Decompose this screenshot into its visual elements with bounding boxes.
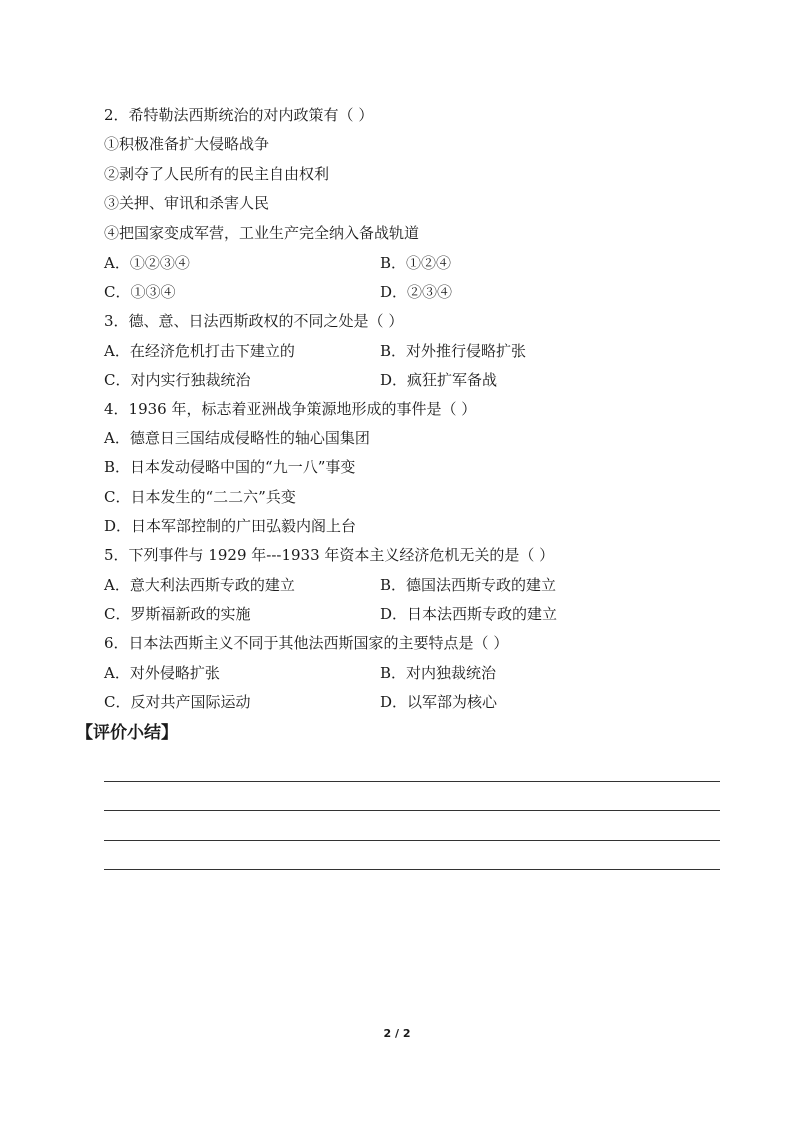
question-2-option-d: D．②③④ xyxy=(380,283,453,301)
question-2-item-2: ②剥夺了人民所有的民主自由权利 xyxy=(104,165,330,183)
question-2-option-a: A．①②③④ xyxy=(104,254,190,272)
question-5-option-c: C．罗斯福新政的实施 xyxy=(104,605,251,623)
question-6-option-b: B．对内独裁统治 xyxy=(380,664,497,682)
question-2-item-3: ③关押、审讯和杀害人民 xyxy=(104,194,270,212)
question-4-option-c: C．日本发生的“二二六”兵变 xyxy=(104,488,296,506)
question-3-option-d: D．疯狂扩军备战 xyxy=(380,371,498,389)
question-3-option-a: A．在经济危机打击下建立的 xyxy=(104,342,295,360)
question-2-stem: 2．希特勒法西斯统治的对内政策有（ ） xyxy=(104,106,374,124)
summary-title: 【评价小结】 xyxy=(76,723,178,743)
question-4-option-d: D．日本军部控制的广田弘毅内阁上台 xyxy=(104,517,357,535)
question-4-option-a: A．德意日三国结成侵略性的轴心国集团 xyxy=(104,429,370,447)
question-6-stem: 6．日本法西斯主义不同于其他法西斯国家的主要特点是（ ） xyxy=(104,634,509,652)
question-6-option-c: C．反对共产国际运动 xyxy=(104,693,251,711)
question-5-option-b: B．德国法西斯专政的建立 xyxy=(380,576,557,594)
question-3-option-c: C．对内实行独裁统治 xyxy=(104,371,251,389)
question-2-item-1: ①积极准备扩大侵略战争 xyxy=(104,135,270,153)
page-number: 2 / 2 xyxy=(383,1027,411,1040)
question-4-stem: 4．1936 年，标志着亚洲战争策源地形成的事件是（ ） xyxy=(104,400,477,418)
question-2-item-4: ④把国家变成军营，工业生产完全纳入备战轨道 xyxy=(104,224,420,242)
summary-writing-line xyxy=(104,810,720,811)
question-6-option-d: D．以军部为核心 xyxy=(380,693,498,711)
question-5-option-d: D．日本法西斯专政的建立 xyxy=(380,605,558,623)
question-5-option-a: A．意大利法西斯专政的建立 xyxy=(104,576,295,594)
summary-writing-line xyxy=(104,840,720,841)
summary-writing-line xyxy=(104,869,720,870)
summary-writing-line xyxy=(104,781,720,782)
question-2-option-b: B．①②④ xyxy=(380,254,452,272)
question-4-option-b: B．日本发动侵略中国的“九一八”事变 xyxy=(104,458,356,476)
question-2-option-c: C．①③④ xyxy=(104,283,176,301)
question-3-option-b: B．对外推行侵略扩张 xyxy=(380,342,527,360)
question-3-stem: 3．德、意、日法西斯政权的不同之处是（ ） xyxy=(104,312,404,330)
question-6-option-a: A．对外侵略扩张 xyxy=(104,664,220,682)
question-5-stem: 5．下列事件与 1929 年---1933 年资本主义经济危机无关的是（ ） xyxy=(104,546,555,564)
